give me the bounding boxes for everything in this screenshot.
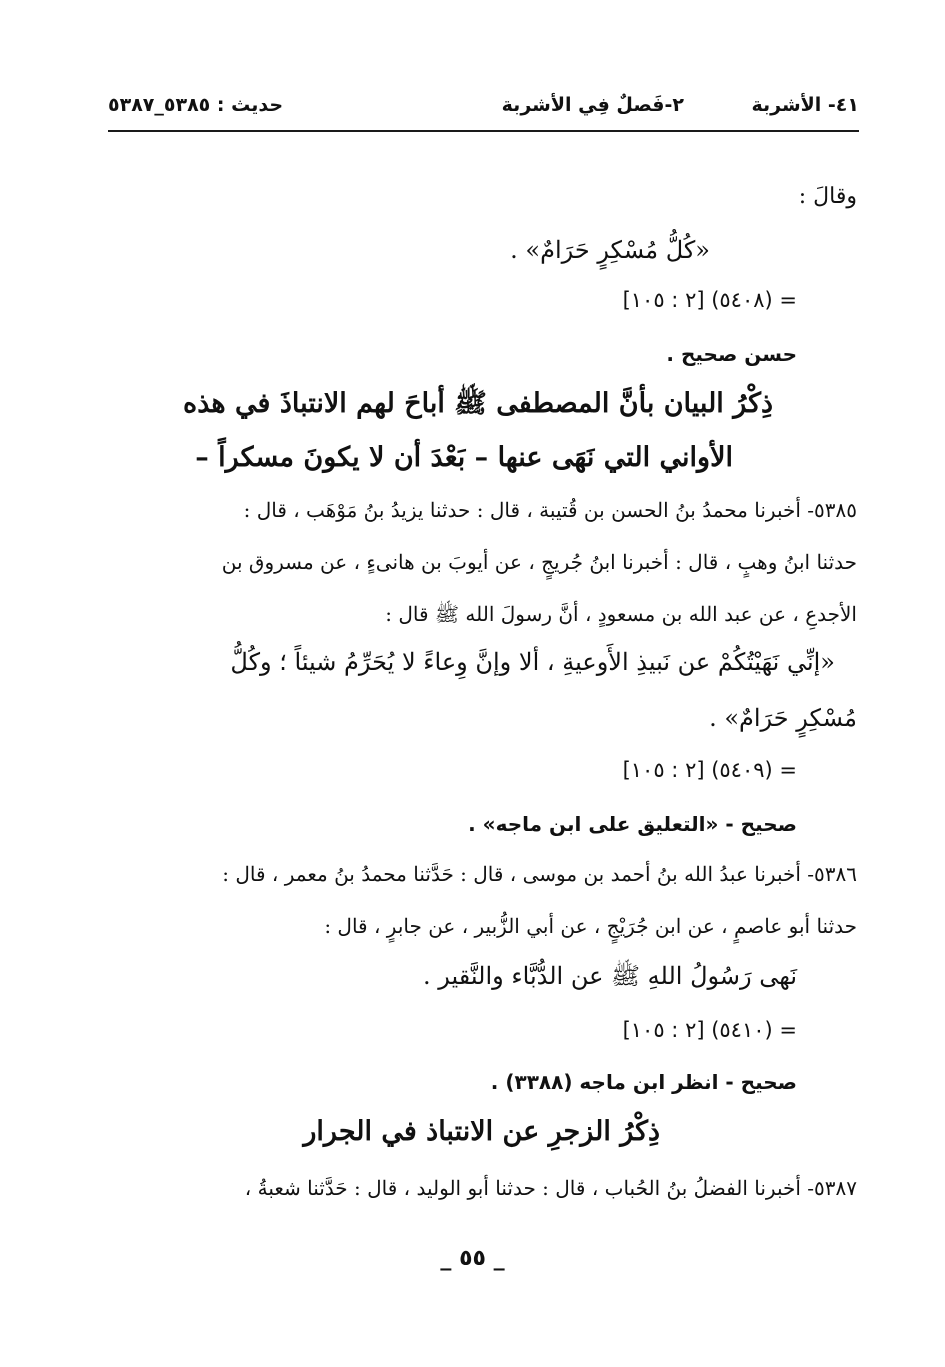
hadith-text-line: نَهى رَسُولُ اللهِ ﷺ عن الدُّبَّاء والنَّقير . xyxy=(423,962,797,990)
header-hadith-range: حديث : ٥٣٨٥_٥٣٨٧ xyxy=(108,94,284,116)
grading-line: حسن صحيح . xyxy=(666,342,797,366)
isnad-line: الأجدعِ ، عن عبد الله بن مسعودٍ ، أنَّ رسولَ الله ﷺ قال : xyxy=(385,602,857,626)
header-book-title: ٤١- الأشربة xyxy=(751,94,859,116)
chapter-heading: ذِكْرُ الزجرِ عن الانتباذ في الجرار xyxy=(303,1116,660,1147)
chapter-heading: الأواني التي نَهَى عنها – بَعْدَ أن لا يكونَ مسكراً – xyxy=(195,442,733,473)
hadith-text-line: «إنِّي نَهَيْتُكُمْ عن نَبيذِ الأَوعيةِ ، ألا وإنَّ وِعاءً لا يُحَرِّمُ شيئاً ؛ وكُلُّ xyxy=(230,648,835,676)
isnad-line: ٥٣٨٥- أخبرنا محمدُ بنُ الحسن بن قُتيبة ، قال : حدثنا يزيدُ بنُ مَوْهَب ، قال : xyxy=(243,498,857,522)
isnad-line: حدثنا ابنُ وهبٍ ، قال : أخبرنا ابنُ جُريجٍ ، عن أيوبَ بن هانىءٍ ، عن مسروق بن xyxy=(221,550,857,574)
page-number: _ ٥٥ _ xyxy=(440,1246,505,1271)
grading-line: صحيح - انظر ابن ماجه (٣٣٨٨) . xyxy=(490,1070,797,1094)
chapter-heading: ذِكْرُ البيان بأنَّ المصطفى ﷺ أباحَ لهم الانتباذَ في هذه xyxy=(183,388,773,419)
reference-line: = (٥٤٠٩) [٢ : ١٠٥] xyxy=(622,758,797,782)
hadith-text-line: «كُلُّ مُسْكِرٍ حَرَامٌ» . xyxy=(510,236,710,264)
reference-line: = (٥٤١٠) [٢ : ١٠٥] xyxy=(622,1018,797,1042)
isnad-line: ٥٣٨٧- أخبرنا الفضلُ بنُ الحُباب ، قال : حدثنا أبو الوليد ، قال : حَدَّثنا شعبةُ ، xyxy=(244,1176,857,1200)
isnad-line: حدثنا أبو عاصمٍ ، عن ابن جُرَيْجٍ ، عن أبي الزُّبير ، عن جابرٍ ، قال : xyxy=(324,914,857,938)
text-line: وقالَ : xyxy=(798,184,857,209)
header-section-title: ٢-فَصلٌ فِي الأشربة xyxy=(501,94,684,116)
grading-line: صحيح - «التعليق على ابن ماجه» . xyxy=(468,812,797,836)
hadith-text-line: مُسْكِرٍ حَرَامٌ» . xyxy=(709,704,857,732)
reference-line: = (٥٤٠٨) [٢ : ١٠٥] xyxy=(622,288,797,312)
isnad-line: ٥٣٨٦- أخبرنا عبدُ الله بنُ أحمد بن موسى ، قال : حَدَّثنا محمدُ بنُ معمر ، قال : xyxy=(222,862,857,886)
running-header xyxy=(108,86,859,132)
